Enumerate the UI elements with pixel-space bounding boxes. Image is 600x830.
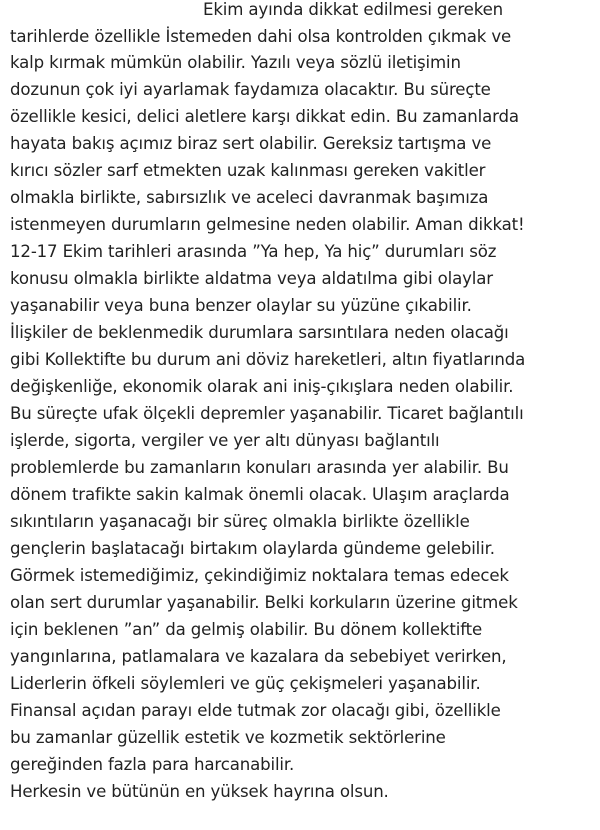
text-line: kalp kırmak mümkün olabilir. Yazılı veya sözlü iletişimin [10, 53, 461, 72]
text-line: hayata bakış açımız biraz sert olabilir. Gereksiz tartışma ve [10, 134, 492, 153]
text-line: gibi Kollektifte bu durum ani döviz hareketleri, altın fiyatlarında [10, 350, 526, 369]
text-line: özellikle kesici, delici aletlere karşı dikkat edin. Bu zamanlarda [10, 107, 519, 126]
text-line: istenmeyen durumların gelmesine neden olabilir. Aman dikkat! [10, 215, 525, 234]
text-line: tarihlerde özellikle İstemeden dahi olsa kontrolden çıkmak ve [10, 27, 512, 46]
text-line: yangınlarına, patlamalara ve kazalara da sebebiyet verirken, [10, 647, 507, 666]
text-line: değişkenliğe, ekonomik olarak ani iniş-çıkışlara neden olabilir. [10, 377, 514, 396]
text-line: dozunun çok iyi ayarlamak faydamıza olacaktır. Bu süreçte [10, 80, 491, 99]
text-line: Ekim ayında dikkat edilmesi gereken [203, 0, 504, 19]
text-line: İlişkiler de beklenmedik durumlara sarsıntılara neden olacağı [10, 323, 509, 342]
text-line: kırıcı sözler sarf etmekten uzak kalınması gereken vakitler [10, 161, 486, 180]
text-line: işlerde, sigorta, vergiler ve yer altı dünyası bağlantılı [10, 431, 440, 450]
text-line: gençlerin başlatacağı birtakım olaylarda gündeme gelebilir. [10, 539, 495, 558]
text-line: Görmek istemediğimiz, çekindiğimiz noktalara temas edecek [10, 566, 509, 585]
text-line: olan sert durumlar yaşanabilir. Belki korkuların üzerine gitmek [10, 593, 518, 612]
text-line: dönem trafikte sakin kalmak önemli olacak. Ulaşım araçlarda [10, 485, 510, 504]
text-line: Bu süreçte ufak ölçekli depremler yaşanabilir. Ticaret bağlantılı [10, 404, 524, 423]
text-line: yaşanabilir veya buna benzer olaylar su yüzüne çıkabilir. [10, 296, 472, 315]
text-line: 12-17 Ekim tarihleri arasında ”Ya hep, Ya hiç” durumları söz [10, 242, 497, 261]
text-line: olmakla birlikte, sabırsızlık ve aceleci davranmak başımıza [10, 188, 489, 207]
text-line: Herkesin ve bütünün en yüksek hayrına olsun. [10, 782, 389, 801]
text-line: sıkıntıların yaşanacağı bir süreç olmakla birlikte özellikle [10, 512, 470, 531]
text-line: Liderlerin öfkeli söylemleri ve güç çekişmeleri yaşanabilir. [10, 674, 481, 693]
text-line: konusu olmakla birlikte aldatma veya aldatılma gibi olaylar [10, 269, 493, 288]
text-line: Finansal açıdan parayı elde tutmak zor olacağı gibi, özellikle [10, 701, 501, 720]
text-line: problemlerde bu zamanların konuları arasında yer alabilir. Bu [10, 458, 509, 477]
text-line: gereğinden fazla para harcanabilir. [10, 755, 295, 774]
text-line: bu zamanlar güzellik estetik ve kozmetik sektörlerine [10, 728, 446, 747]
text-line: için beklenen ”an” da gelmiş olabilir. Bu dönem kollektifte [10, 620, 483, 639]
